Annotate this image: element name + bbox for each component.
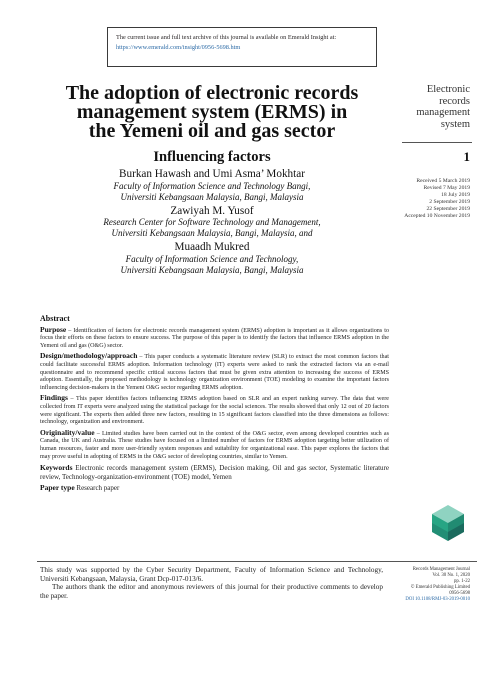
author-list [40,168,384,276]
section-label: Originality/value [40,427,95,437]
article-title: The adoption of electronic records management system (ERMS) in the Yemeni oil and gas sector [65,82,359,142]
abstract-section-purpose [40,326,389,351]
sidebar-divider [402,142,472,143]
paper-type-text: Research paper [74,484,120,493]
paper-type-label: Paper type [40,483,75,493]
author-affiliation: Universiti Kebangsaan Malaysia, Bangi, Malaysia [120,191,304,202]
journal-url-link[interactable]: https://www.emerald.com/insight/0956-5698.htm [116,44,241,51]
section-label: Findings [40,393,68,403]
article-subtitle: Influencing factors [153,149,271,165]
notice-text: The current issue and full text archive of this journal is available on Emerald Insight at: [116,34,337,41]
acknowledgements [40,566,383,600]
paper-type [40,484,389,493]
section-text: – This paper conducts a systematic literature review (SLR) to extract the most common factors that could facilitate successful ERMS adoption. Information technology (IT) experts were asked to rank the extracted factors via an e-mail questionnaire and to recommend specific critical success factors that must be given extra attention to increasing the success of ERMS adoption. Essentially, the proposed methodology is technology organization environment (TOE) modeling to examine the important factors influencing decision-makers in the Yemeni O&G sector regarding ERMS adoption. [40,354,389,391]
keywords-text: Electronic records management system (ERMS), Decision making, Oil and gas sector, Systematic literature review, Technology-organization-environment (TOE) model, Yemen [40,464,389,481]
section-label: Purpose [40,324,67,334]
keywords [40,464,389,481]
author-affiliation: Universiti Kebangsaan Malaysia, Bangi, Malaysia, and [111,228,313,238]
author-names: Muaadh Mukred [174,241,250,253]
abstract-section-findings [40,394,389,426]
doi-link[interactable]: DOI 10.1108/RMJ-03-2019-0010 [405,597,470,603]
abstract [40,315,389,493]
abstract-section-design [40,352,389,392]
section-text: – Limited studies have been carried out in the context of the O&G sector, even among developed countries such as Canada, the UK and Australia. These studies have focused on a limited number of factors for ERMS adoption targeting better utilization of human resources, faster and more user-friendly system responses and suitability for organizational ease. This paper explores the factors that may prove useful in adopting of ERMS in the O&G sector of developing countries, similar to Yemen. [40,430,389,460]
author-names: Zawiyah M. Yusof [170,204,254,217]
section-text: – Identification of factors for electronic records management system (ERMS) adoption is important as it allows organizations to focus their efforts on these factors to ensure success. The purpose of this paper is to identify the factors that influence ERMS adoption in the Yemeni oil and gas (O&G) sector. [40,327,389,349]
section-text: – This paper identifies factors influencing ERMS adoption based on SLR and an expert ranking survey. The data that were collected from IT experts were analyzed using the statistical package for the social sciences. The results showed that only 12 out of 20 factors were significant. The experts then added three new factors, resulting in 15 significant factors classified into the three dimensions as follows: technology, organization and environment. [40,396,389,426]
page-number: 1 [463,149,470,164]
author-names: Burkan Hawash and Umi Asma’ Mokhtar [119,168,305,180]
journal-info: Records Management Journal Vol. 30 No. 1, 2020 pp. 1-22 © Emerald Publishing Limited 0956-5698 DOI 10.1108/RMJ-03-2019-0010 [390,567,470,604]
submission-dates: Received 5 March 2019 Revised 7 May 2019 18 July 2019 2 September 2019 22 September 2019 Accepted 10 November 2019 [404,178,470,219]
keywords-label: Keywords [40,463,73,473]
section-label: Design/methodology/approach [40,351,138,361]
emerald-cube-logo-icon [430,503,466,548]
author-affiliation: Faculty of Information Science and Technology Bangi, [113,180,311,191]
abstract-section-originality [40,429,389,461]
author-affiliation: Research Center for Software Technology and Management, [103,217,321,227]
author-affiliation: Faculty of Information Science and Technology, [125,253,299,264]
abstract-heading: Abstract [40,314,70,323]
running-title: Electronic records management system [416,84,470,130]
thanks-note: The authors thank the editor and anonymous reviewers of this journal for their productive comments to develop the paper. [40,583,383,600]
journal-availability-notice [107,27,377,67]
funding-note: This study was supported by the Cyber Security Department, Faculty of Information Science and Technology, Universiti Kebangsaan, Malaysia, Grant Dcp-017-013/6. [40,566,383,583]
author-affiliation: Universiti Kebangsaan Malaysia, Bangi, Malaysia [120,264,304,275]
footer-divider [37,561,477,562]
